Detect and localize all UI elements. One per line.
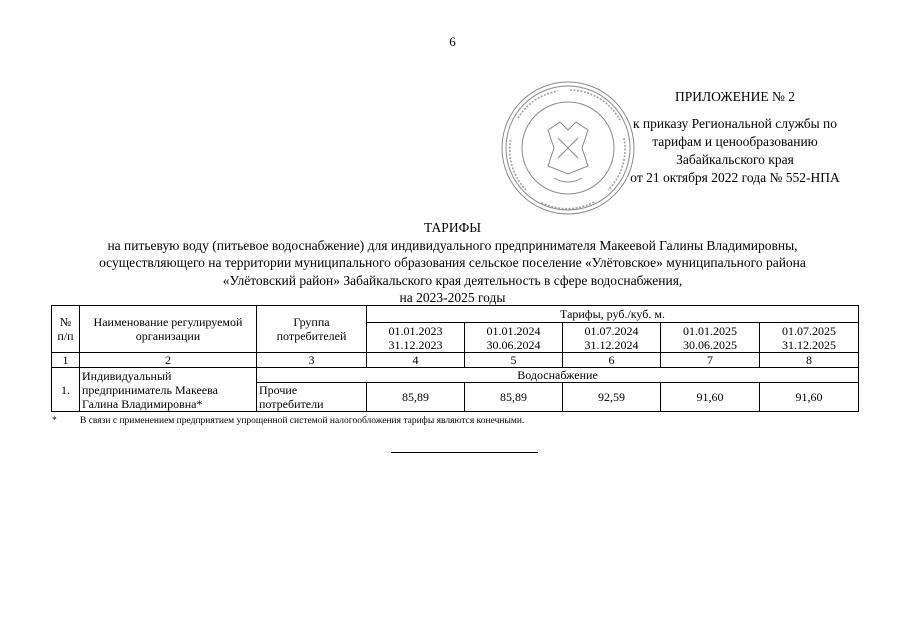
- annex-line: от 21 октября 2022 года № 552-НПА: [630, 170, 840, 185]
- header-period: [661, 323, 760, 353]
- document-subtitle-line: на питьевую воду (питьевое водоснабжение) для индивидуального предпринимателя Макеевой Галины Владимировны,: [107, 237, 798, 253]
- column-number: 6: [563, 353, 661, 368]
- header-organization: Наименование регулируемой организации: [80, 306, 257, 353]
- consumer-group: Прочие потребители: [257, 383, 367, 412]
- tariff-value: 91,60: [760, 383, 859, 412]
- annex-line: Забайкальского края: [676, 152, 794, 167]
- document-subtitle-line: осуществляющего на территории муниципального образования сельское поселение «Улётовское» муниципального района: [99, 255, 806, 270]
- section-header: Водоснабжение: [257, 368, 859, 383]
- tariff-value: 85,89: [367, 383, 465, 412]
- annex-line: тарифам и ценообразованию: [652, 134, 818, 149]
- column-number: 5: [465, 353, 563, 368]
- column-number: 8: [760, 353, 859, 368]
- period-to: 31.12.2023: [388, 337, 443, 352]
- footnote: [52, 416, 524, 426]
- column-numbers-row: [52, 353, 859, 368]
- footnote-text: В связи с применением предприятием упрощенной системой налогообложения тарифы являются конечными.: [80, 416, 525, 426]
- document-title: ТАРИФЫ: [423, 220, 482, 235]
- tariff-value: 92,59: [563, 383, 661, 412]
- header-tariffs: Тарифы, руб./куб. м.: [367, 306, 859, 323]
- period-from: 01.07.2025: [782, 323, 837, 338]
- document-title-block: [0, 219, 905, 307]
- period-to: 31.12.2024: [584, 337, 639, 352]
- header-number: № п/п: [52, 306, 80, 353]
- period-to: 30.06.2024: [486, 337, 541, 352]
- tariff-value: 85,89: [465, 383, 563, 412]
- page-number: 6: [449, 34, 456, 49]
- header-period: [760, 323, 859, 353]
- column-number: 2: [80, 353, 257, 368]
- annex-line: к приказу Региональной службы по: [632, 116, 838, 131]
- footnote-mark: *: [52, 416, 57, 426]
- period-from: 01.07.2024: [584, 323, 639, 338]
- document-subtitle-line: на 2023-2025 годы: [399, 290, 506, 305]
- organization-name: Индивидуальный предприниматель Макеева Галина Владимировна*: [80, 368, 257, 412]
- period-to: 30.06.2025: [683, 337, 737, 352]
- column-number: 4: [367, 353, 465, 368]
- header-consumer-group: Группа потребителей: [257, 306, 367, 353]
- period-to: 31.12.2025: [782, 337, 837, 352]
- period-from: 01.01.2025: [683, 323, 737, 338]
- header-period: [563, 323, 661, 353]
- signature-line: [391, 452, 538, 453]
- header-period: [367, 323, 465, 353]
- tariff-value: 91,60: [661, 383, 760, 412]
- annex-block: [585, 88, 885, 187]
- column-number: 3: [257, 353, 367, 368]
- header-period: [465, 323, 563, 353]
- column-number: 1: [52, 353, 80, 368]
- tariffs-table: [51, 305, 859, 412]
- document-subtitle-line: «Улётовский район» Забайкальского края деятельность в сфере водоснабжения,: [222, 272, 683, 288]
- period-from: 01.01.2024: [486, 323, 541, 338]
- column-number: 7: [661, 353, 760, 368]
- period-from: 01.01.2023: [388, 323, 443, 338]
- annex-title: ПРИЛОЖЕНИЕ № 2: [674, 89, 796, 104]
- row-number: 1.: [52, 368, 80, 412]
